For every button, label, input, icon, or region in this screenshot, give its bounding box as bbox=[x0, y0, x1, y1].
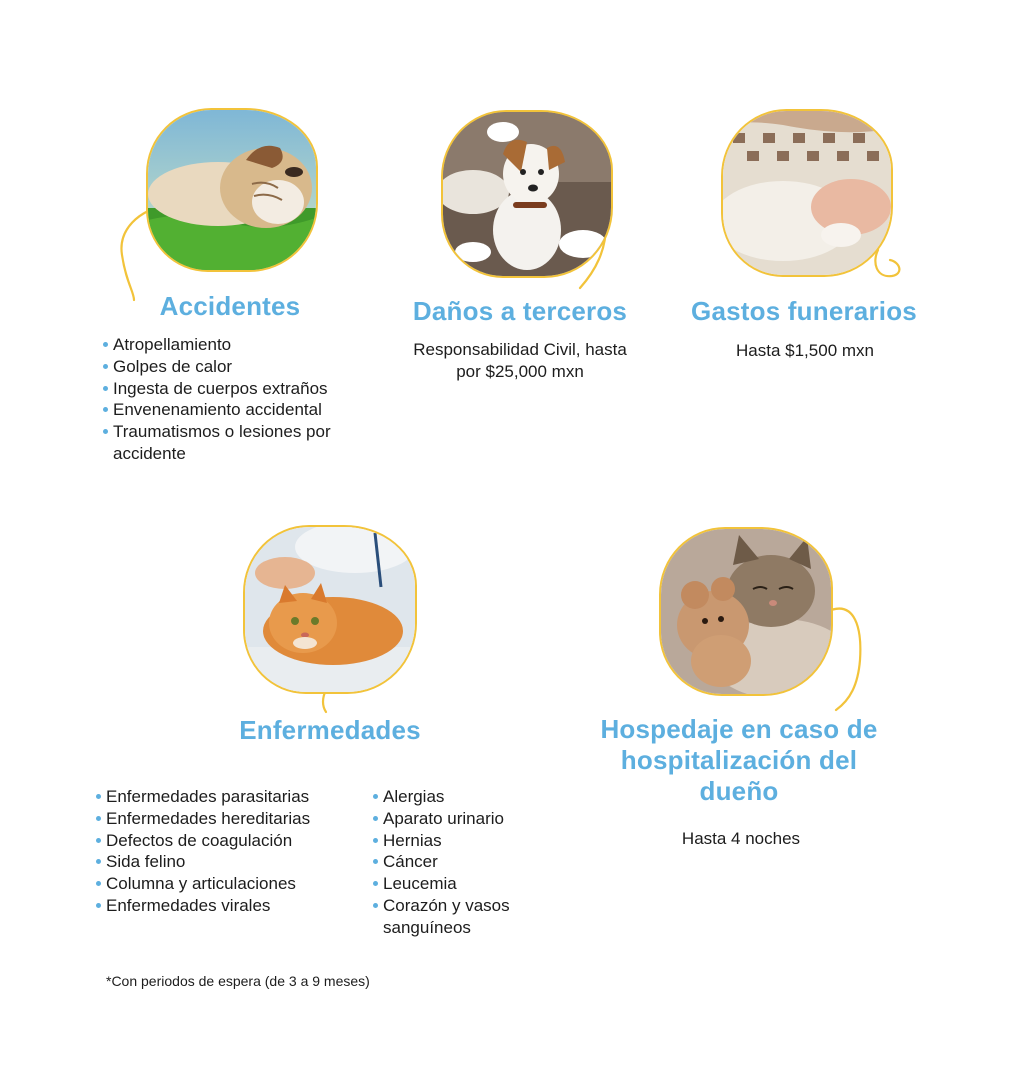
coverage-title: Hospedaje en caso de hospitalización del dueño bbox=[600, 714, 878, 806]
coverage-list-left bbox=[95, 786, 365, 917]
cat-teddy-photo bbox=[659, 527, 833, 696]
list-item: Alergias bbox=[372, 786, 542, 808]
list-item: Leucemia bbox=[372, 873, 542, 895]
pet-paw-photo bbox=[721, 109, 893, 277]
list-item: Defectos de coagulación bbox=[95, 830, 365, 852]
coverage-title: Accidentes bbox=[159, 291, 301, 321]
decorative-squiggle-line bbox=[0, 0, 1, 1]
list-item: Hernias bbox=[372, 830, 542, 852]
list-item: Ingesta de cuerpos extraños bbox=[102, 378, 392, 400]
list-item: Sida felino bbox=[95, 851, 365, 873]
coverage-title: Enfermedades bbox=[239, 715, 421, 745]
coverage-description: Responsabilidad Civil, hasta por $25,000 mxn bbox=[413, 340, 627, 381]
list-item: Traumatismos o lesiones por accidente bbox=[102, 421, 353, 465]
list-item: Aparato urinario bbox=[372, 808, 542, 830]
footnote: *Con periodos de espera (de 3 a 9 meses) bbox=[106, 973, 370, 989]
coverage-title: Daños a terceros bbox=[412, 296, 628, 326]
coverage-title: Gastos funerarios bbox=[691, 296, 917, 326]
list-item: Atropellamiento bbox=[102, 334, 392, 356]
list-item: Envenenamiento accidental bbox=[102, 399, 392, 421]
list-item: Enfermedades hereditarias bbox=[95, 808, 365, 830]
coverage-list bbox=[102, 334, 392, 465]
list-item: Enfermedades parasitarias bbox=[95, 786, 365, 808]
bulldog-photo bbox=[146, 108, 318, 272]
list-item: Golpes de calor bbox=[102, 356, 392, 378]
list-item: Corazón y vasos sanguíneos bbox=[372, 895, 542, 939]
terrier-photo bbox=[441, 110, 613, 278]
vet-cat-photo bbox=[243, 525, 417, 694]
list-item: Enfermedades virales bbox=[95, 895, 365, 917]
list-item: Cáncer bbox=[372, 851, 542, 873]
list-item: Columna y articulaciones bbox=[95, 873, 365, 895]
coverage-description: Hasta $1,500 mxn bbox=[736, 341, 874, 360]
coverage-list-right bbox=[372, 786, 542, 939]
coverage-description: Hasta 4 noches bbox=[681, 829, 801, 848]
